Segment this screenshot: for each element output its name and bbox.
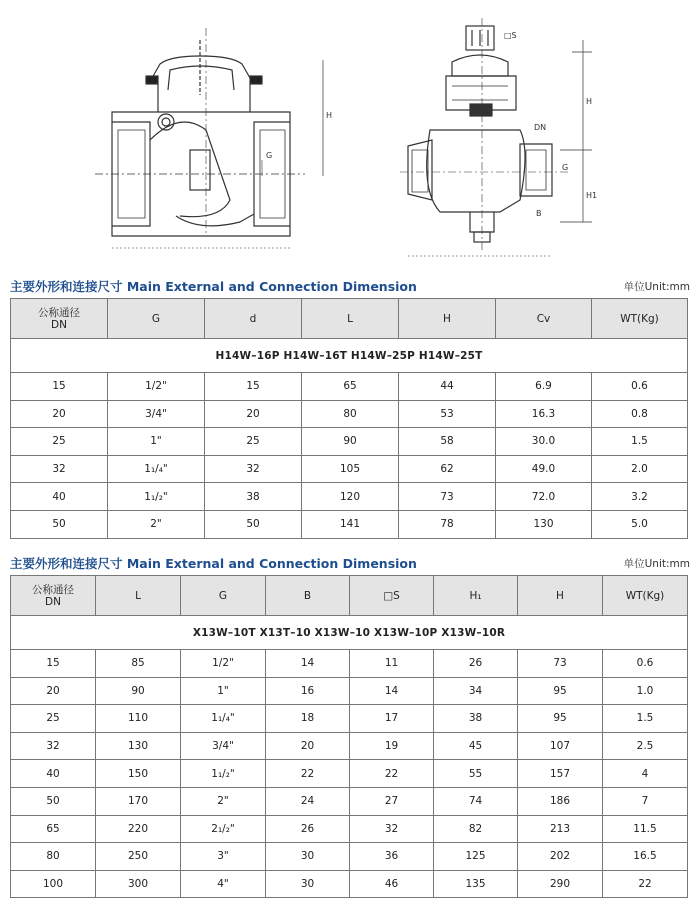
table-cell: 45 bbox=[434, 732, 518, 760]
table-cell: 157 bbox=[518, 760, 603, 788]
table-cell: 32 bbox=[11, 732, 96, 760]
table-cell: 32 bbox=[11, 455, 108, 483]
table-cell: 250 bbox=[96, 843, 181, 871]
table-cell: 0.6 bbox=[592, 373, 688, 401]
table-cell: 1₁/₂" bbox=[181, 760, 266, 788]
table-cell: 220 bbox=[96, 815, 181, 843]
table-cell: 14 bbox=[350, 677, 434, 705]
table-cell: 72.0 bbox=[496, 483, 592, 511]
right-dim-h1: H1 bbox=[586, 191, 598, 200]
table-cell: 3/4" bbox=[108, 400, 205, 428]
table-cell: 4 bbox=[603, 760, 688, 788]
table-cell: 110 bbox=[96, 705, 181, 733]
section1-table bbox=[10, 298, 688, 539]
table-cell: 202 bbox=[518, 843, 603, 871]
table-cell: 74 bbox=[434, 787, 518, 815]
table-cell: 65 bbox=[11, 815, 96, 843]
section1-header-row bbox=[11, 299, 688, 339]
header-h: H bbox=[518, 576, 603, 616]
section2-models: X13W–10T X13T–10 X13W–10 X13W–10P X13W–10R bbox=[11, 616, 688, 650]
table-cell: 1" bbox=[181, 677, 266, 705]
table-cell: 27 bbox=[350, 787, 434, 815]
right-dim-s: □S bbox=[504, 31, 517, 40]
table-cell: 38 bbox=[205, 483, 302, 511]
table-cell: 1/2" bbox=[108, 373, 205, 401]
table-row bbox=[11, 483, 688, 511]
table-cell: 16.5 bbox=[603, 843, 688, 871]
section2-models-row bbox=[11, 616, 688, 650]
table-cell: 213 bbox=[518, 815, 603, 843]
header-b: B bbox=[266, 576, 350, 616]
table-cell: 105 bbox=[302, 455, 399, 483]
header-h: H bbox=[399, 299, 496, 339]
table-cell: 30 bbox=[266, 843, 350, 871]
table-cell: 1₁/₄" bbox=[181, 705, 266, 733]
table-cell: 2" bbox=[181, 787, 266, 815]
table-cell: 30.0 bbox=[496, 428, 592, 456]
header-d: d bbox=[205, 299, 302, 339]
table-cell: 73 bbox=[518, 650, 603, 678]
table-cell: 1.5 bbox=[603, 705, 688, 733]
table-cell: 2₁/₂" bbox=[181, 815, 266, 843]
table-cell: 1₁/₂" bbox=[108, 483, 205, 511]
table-cell: 1" bbox=[108, 428, 205, 456]
section2-heading bbox=[10, 554, 690, 572]
table-cell: 22 bbox=[266, 760, 350, 788]
table-cell: 2" bbox=[108, 510, 205, 538]
table-cell: 11.5 bbox=[603, 815, 688, 843]
table-cell: 32 bbox=[350, 815, 434, 843]
header-s: □S bbox=[350, 576, 434, 616]
section2-table bbox=[10, 575, 688, 898]
table-row bbox=[11, 510, 688, 538]
table-cell: 18 bbox=[266, 705, 350, 733]
swing-check-valve-drawing bbox=[95, 28, 323, 248]
table-cell: 62 bbox=[399, 455, 496, 483]
section2-header-row bbox=[11, 576, 688, 616]
table-cell: 20 bbox=[11, 400, 108, 428]
table-cell: 15 bbox=[11, 650, 96, 678]
table-cell: 15 bbox=[205, 373, 302, 401]
table-cell: 1.0 bbox=[603, 677, 688, 705]
table-cell: 130 bbox=[96, 732, 181, 760]
table-cell: 34 bbox=[434, 677, 518, 705]
table-cell: 0.6 bbox=[603, 650, 688, 678]
left-dim-h: H bbox=[326, 111, 333, 120]
table-cell: 3.2 bbox=[592, 483, 688, 511]
header-l: L bbox=[302, 299, 399, 339]
section1-heading bbox=[10, 277, 690, 295]
table-cell: 26 bbox=[266, 815, 350, 843]
table-cell: 7 bbox=[603, 787, 688, 815]
table-cell: 65 bbox=[302, 373, 399, 401]
table-row bbox=[11, 428, 688, 456]
header-g: G bbox=[108, 299, 205, 339]
table-cell: 0.8 bbox=[592, 400, 688, 428]
table-cell: 2.0 bbox=[592, 455, 688, 483]
table-row bbox=[11, 760, 688, 788]
table-cell: 15 bbox=[11, 373, 108, 401]
right-dim-g: G bbox=[562, 163, 569, 172]
table-cell: 1/2" bbox=[181, 650, 266, 678]
table-row bbox=[11, 870, 688, 898]
table-row bbox=[11, 732, 688, 760]
table-cell: 3" bbox=[181, 843, 266, 871]
header-g: G bbox=[181, 576, 266, 616]
section1-models-row bbox=[11, 339, 688, 373]
table-cell: 20 bbox=[266, 732, 350, 760]
table-cell: 53 bbox=[399, 400, 496, 428]
table-cell: 120 bbox=[302, 483, 399, 511]
table-cell: 3/4" bbox=[181, 732, 266, 760]
header-l: L bbox=[96, 576, 181, 616]
table-cell: 6.9 bbox=[496, 373, 592, 401]
table-cell: 14 bbox=[266, 650, 350, 678]
table-cell: 16 bbox=[266, 677, 350, 705]
table-cell: 300 bbox=[96, 870, 181, 898]
table-row bbox=[11, 650, 688, 678]
table-cell: 24 bbox=[266, 787, 350, 815]
table-cell: 1₁/₄" bbox=[108, 455, 205, 483]
table-row bbox=[11, 677, 688, 705]
table-cell: 17 bbox=[350, 705, 434, 733]
table-cell: 186 bbox=[518, 787, 603, 815]
table-cell: 44 bbox=[399, 373, 496, 401]
table-row bbox=[11, 705, 688, 733]
table-cell: 5.0 bbox=[592, 510, 688, 538]
table-cell: 50 bbox=[11, 510, 108, 538]
table-cell: 141 bbox=[302, 510, 399, 538]
table-cell: 150 bbox=[96, 760, 181, 788]
table-cell: 2.5 bbox=[603, 732, 688, 760]
header-wt: WT(Kg) bbox=[603, 576, 688, 616]
table-cell: 32 bbox=[205, 455, 302, 483]
table-cell: 38 bbox=[434, 705, 518, 733]
table-cell: 100 bbox=[11, 870, 96, 898]
table-cell: 46 bbox=[350, 870, 434, 898]
section2-title: 主要外形和连接尺寸 Main External and Connection Dimension bbox=[10, 556, 417, 571]
table-cell: 20 bbox=[11, 677, 96, 705]
table-cell: 73 bbox=[399, 483, 496, 511]
table-cell: 26 bbox=[434, 650, 518, 678]
table-cell: 55 bbox=[434, 760, 518, 788]
table-cell: 19 bbox=[350, 732, 434, 760]
right-dim-b: B bbox=[536, 209, 542, 218]
header-dn: 公称通径 DN bbox=[11, 299, 108, 339]
table-cell: 50 bbox=[205, 510, 302, 538]
table-cell: 1.5 bbox=[592, 428, 688, 456]
table-cell: 90 bbox=[96, 677, 181, 705]
table-cell: 50 bbox=[11, 787, 96, 815]
table-cell: 16.3 bbox=[496, 400, 592, 428]
table-cell: 25 bbox=[11, 705, 96, 733]
header-cv: Cv bbox=[496, 299, 592, 339]
table-cell: 40 bbox=[11, 483, 108, 511]
table-cell: 80 bbox=[302, 400, 399, 428]
table-cell: 135 bbox=[434, 870, 518, 898]
table-cell: 107 bbox=[518, 732, 603, 760]
table-cell: 78 bbox=[399, 510, 496, 538]
table-row bbox=[11, 373, 688, 401]
lift-check-valve-drawing bbox=[400, 18, 592, 256]
table-cell: 170 bbox=[96, 787, 181, 815]
table-cell: 82 bbox=[434, 815, 518, 843]
table-row bbox=[11, 815, 688, 843]
right-dim-dn: DN bbox=[534, 123, 547, 132]
table-cell: 25 bbox=[205, 428, 302, 456]
table-cell: 25 bbox=[11, 428, 108, 456]
table-row bbox=[11, 787, 688, 815]
table-cell: 20 bbox=[205, 400, 302, 428]
section1-title: 主要外形和连接尺寸 Main External and Connection Dimension bbox=[10, 279, 417, 294]
table-cell: 22 bbox=[350, 760, 434, 788]
valve-drawings bbox=[0, 0, 700, 270]
header-h1: H₁ bbox=[434, 576, 518, 616]
table-cell: 30 bbox=[266, 870, 350, 898]
header-wt: WT(Kg) bbox=[592, 299, 688, 339]
table-cell: 49.0 bbox=[496, 455, 592, 483]
section1-models: H14W–16P H14W–16T H14W–25P H14W–25T bbox=[11, 339, 688, 373]
table-cell: 36 bbox=[350, 843, 434, 871]
table-cell: 125 bbox=[434, 843, 518, 871]
table-cell: 95 bbox=[518, 705, 603, 733]
table-cell: 4" bbox=[181, 870, 266, 898]
table-row bbox=[11, 400, 688, 428]
header-dn: 公称通径 DN bbox=[11, 576, 96, 616]
right-dim-h: H bbox=[586, 97, 593, 106]
table-cell: 80 bbox=[11, 843, 96, 871]
table-cell: 90 bbox=[302, 428, 399, 456]
table-row bbox=[11, 455, 688, 483]
table-cell: 130 bbox=[496, 510, 592, 538]
table-cell: 40 bbox=[11, 760, 96, 788]
table-cell: 290 bbox=[518, 870, 603, 898]
table-cell: 22 bbox=[603, 870, 688, 898]
table-cell: 11 bbox=[350, 650, 434, 678]
section2-unit: 单位Unit:mm bbox=[623, 558, 690, 570]
table-cell: 95 bbox=[518, 677, 603, 705]
section1-unit: 单位Unit:mm bbox=[623, 281, 690, 293]
left-dim-g: G bbox=[266, 151, 273, 160]
table-cell: 85 bbox=[96, 650, 181, 678]
table-cell: 58 bbox=[399, 428, 496, 456]
table-row bbox=[11, 843, 688, 871]
